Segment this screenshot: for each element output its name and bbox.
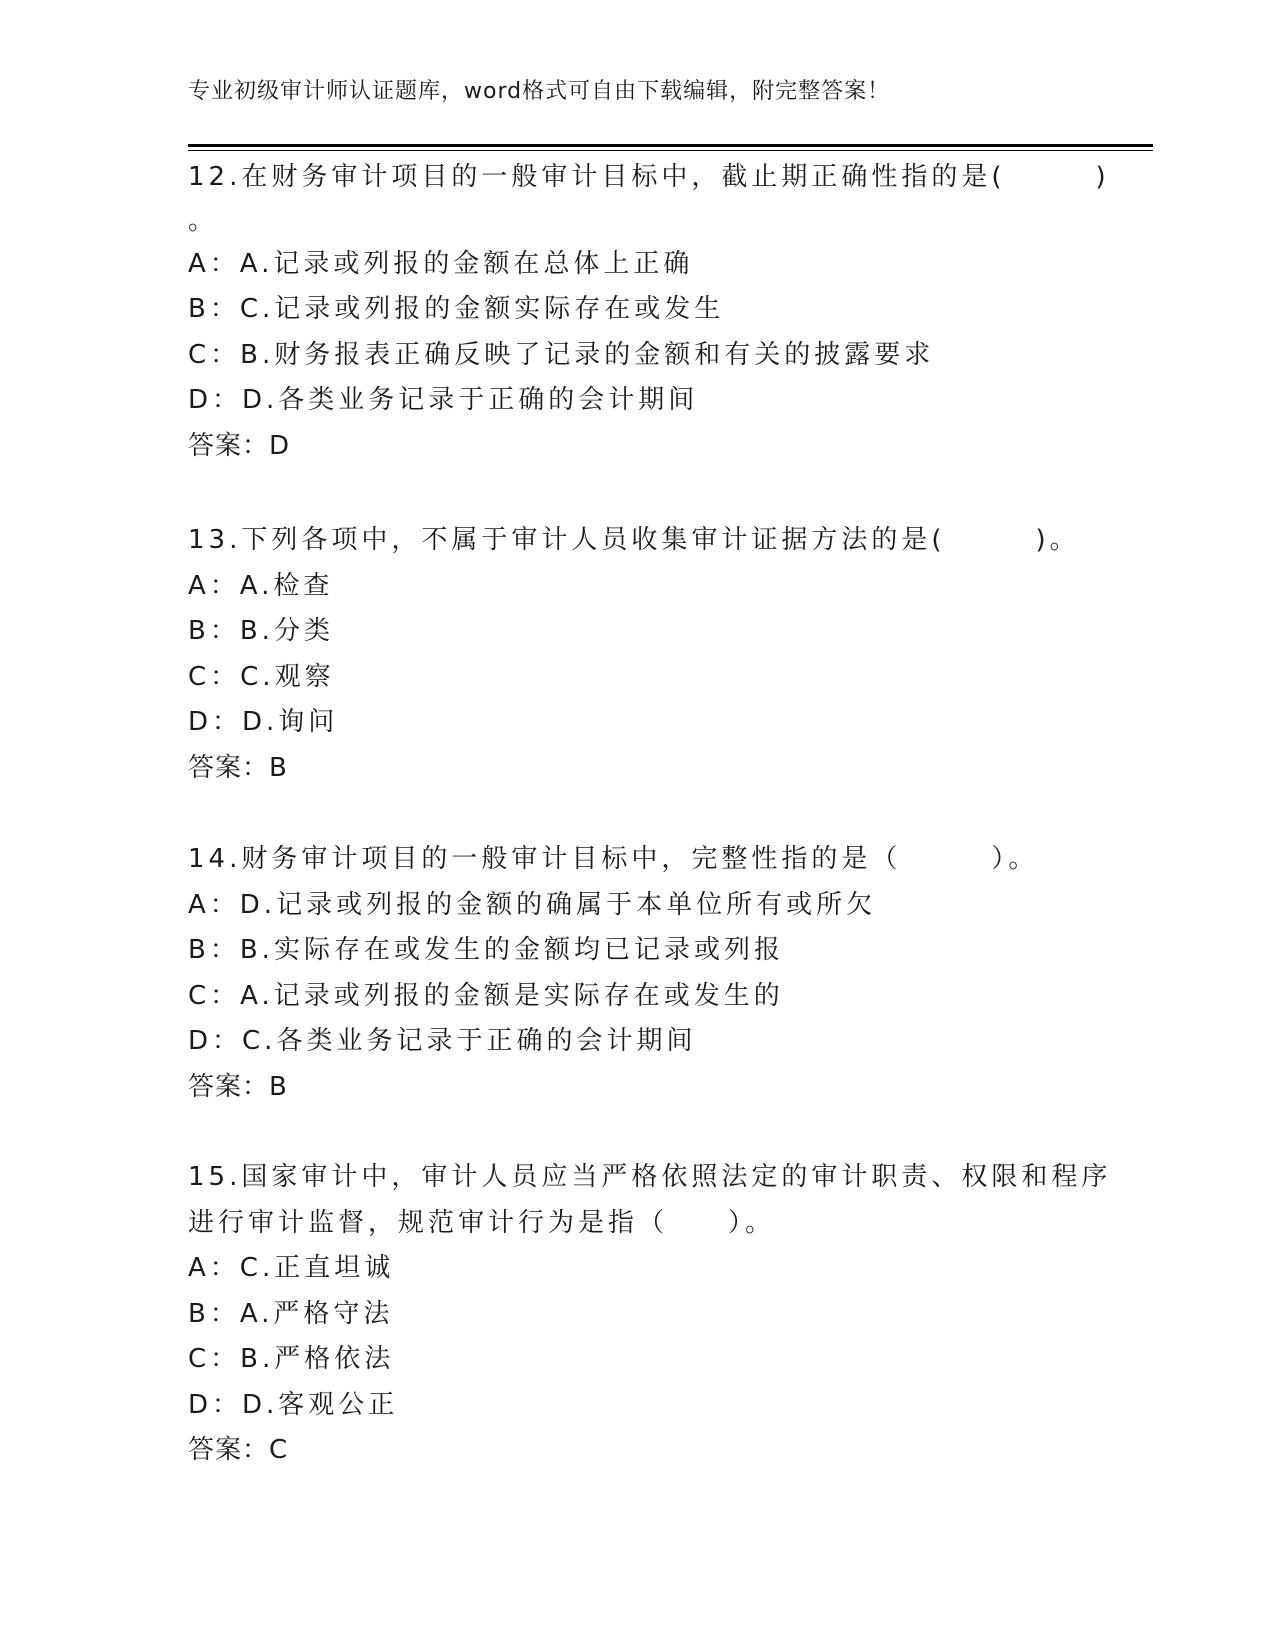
question-stem-line: 15.国家审计中，审计人员应当严格依照法定的审计职责、权限和程序 <box>188 1162 1112 1192</box>
option-d: D：D.客观公正 <box>188 1389 399 1420</box>
option-a: A：A.检查 <box>188 570 334 601</box>
question-14 <box>188 837 1108 1110</box>
option-c: C：B.严格依法 <box>188 1344 395 1374</box>
option-d: D：C.各类业务记录于正确的会计期间 <box>188 1026 697 1056</box>
option-d: D：D.各类业务记录于正确的会计期间 <box>188 385 699 415</box>
answer: 答案：D <box>188 430 291 461</box>
option-c: C：B.财务报表正确反映了记录的金额和有关的披露要求 <box>188 339 935 370</box>
answer: 答案：C <box>188 1435 289 1465</box>
option-d: D：D.询问 <box>188 707 339 737</box>
answer: 答案：B <box>188 752 288 783</box>
question-stem-line: 13.下列各项中，不属于审计人员收集审计证据方法的是( )。 <box>188 525 1080 555</box>
question-stem-line: 12.在财务审计项目的一般审计目标中，截止期正确性指的是( ) <box>188 162 1110 192</box>
option-c: C：C.观察 <box>188 661 335 692</box>
question-12 <box>188 155 1108 469</box>
question-stem-line: 。 <box>188 205 219 236</box>
option-b: B：C.记录或列报的金额实际存在或发生 <box>188 294 725 324</box>
option-a: A：C.正直坦诚 <box>188 1253 395 1283</box>
option-b: B：B.分类 <box>188 616 334 646</box>
option-b: B：B.实际存在或发生的金额均已记录或列报 <box>188 935 784 965</box>
question-15 <box>188 1155 1112 1474</box>
answer: 答案：B <box>188 1071 288 1102</box>
header-rule-thin <box>188 150 1153 151</box>
option-a: A：A.记录或列报的金额在总体上正确 <box>188 248 694 279</box>
option-a: A：D.记录或列报的金额的确属于本单位所有或所欠 <box>188 889 877 920</box>
question-stem-line: 14.财务审计项目的一般审计目标中，完整性指的是（ ）。 <box>188 844 1039 874</box>
option-c: C：A.记录或列报的金额是实际存在或发生的 <box>188 980 784 1011</box>
header-rule-thick <box>188 144 1153 147</box>
question-13 <box>188 518 1108 791</box>
question-stem-line: 进行审计监督，规范审计行为是指（ ）。 <box>188 1207 776 1238</box>
option-b: B：A.严格守法 <box>188 1298 394 1329</box>
page-header: 专业初级审计师认证题库，word格式可自由下载编辑，附完整答案！ <box>188 79 891 104</box>
